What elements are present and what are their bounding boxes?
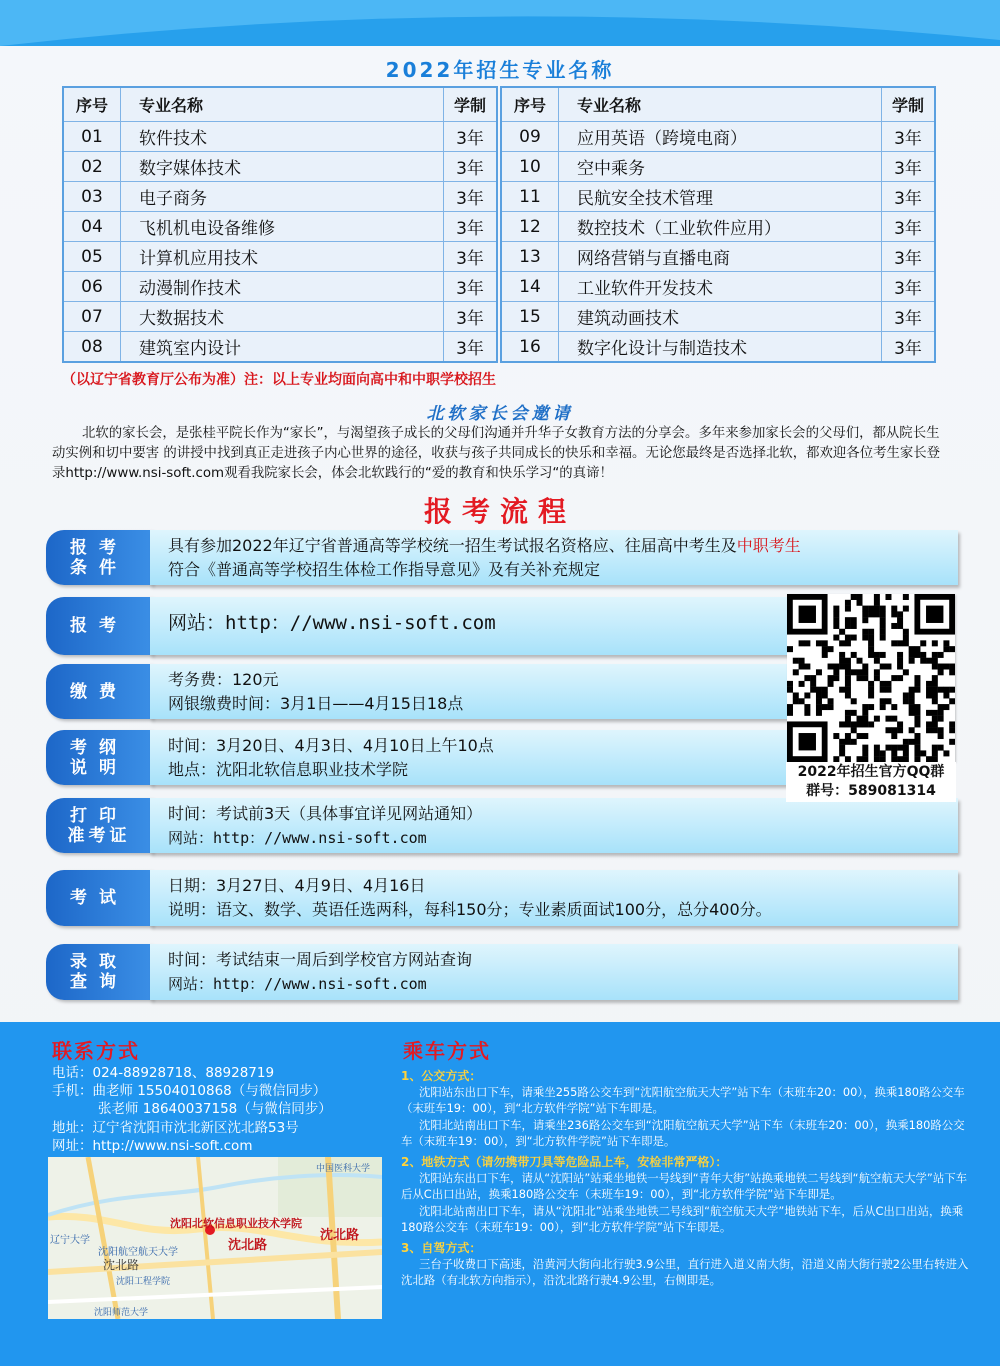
major-name: 计算机应用技术 xyxy=(121,242,444,272)
table-row xyxy=(64,242,496,272)
majors-note: （以辽宁省教育厅公布为准）注：以上专业均面向高中和中职学校招生 xyxy=(62,372,496,388)
map-place-label: 沈阳航空航天大学 xyxy=(98,1247,178,1258)
step-exam xyxy=(46,870,958,926)
table-row xyxy=(64,152,496,182)
transport-title: 乘车方式 xyxy=(403,1039,491,1063)
table-row xyxy=(502,152,934,182)
major-num: 05 xyxy=(64,242,121,272)
step-admission xyxy=(46,944,958,1000)
step-content xyxy=(150,730,788,785)
header-duration: 学制 xyxy=(882,88,934,122)
qr-pattern xyxy=(787,594,955,762)
map-place-label: 沈阳师范大学 xyxy=(94,1308,149,1318)
major-name: 数字化设计与制造技术 xyxy=(559,332,882,361)
transport-text: 沈阳站东出口下车，请从“沈阳站”站乘坐地铁一号线到“青年大街”站换乘地铁二号线到“航空航天大学”站下车后从C出口出站，换乘180路公交车（末班车19：00），到“北方软件学院”站下车即是。 xyxy=(401,1171,967,1202)
major-name: 数字媒体技术 xyxy=(121,152,444,182)
map-place-label: 辽宁大学 xyxy=(50,1235,90,1246)
header-name: 专业名称 xyxy=(121,88,444,122)
step-text: 说明：语文、数学、英语任选两科，每科150分；专业素质面试100分，总分400分。 xyxy=(168,900,772,919)
major-name: 飞机机电设备维修 xyxy=(121,212,444,242)
step-text-highlight: 中职考生 xyxy=(736,536,801,555)
contact-address: 地址：辽宁省沈阳市沈北新区沈北路53号 xyxy=(52,1119,299,1136)
transport-info xyxy=(401,1068,971,1289)
step-content xyxy=(150,664,788,719)
map-road-label: 沈北路 xyxy=(228,1238,268,1253)
map-school-label: 沈阳北软信息职业技术学院 xyxy=(170,1217,302,1230)
step-label xyxy=(46,664,152,719)
major-duration: 3年 xyxy=(456,339,484,359)
step-website-link[interactable]: 网站：http：//www.nsi-soft.com xyxy=(168,612,496,634)
header-num: 序号 xyxy=(502,88,559,122)
major-num: 06 xyxy=(64,272,121,302)
major-duration: 3年 xyxy=(444,272,496,302)
location-map[interactable] xyxy=(48,1157,382,1319)
contact-website[interactable]: 网址：http://www.nsi-soft.com xyxy=(52,1137,253,1154)
major-duration: 3年 xyxy=(882,272,934,302)
qr-caption xyxy=(786,762,956,802)
major-duration: 3年 xyxy=(882,212,934,242)
step-content xyxy=(150,944,958,1000)
major-duration: 3年 xyxy=(882,302,934,332)
step-text: 日期：3月27日、4月9日、4月16日 xyxy=(168,876,426,895)
major-num: 14 xyxy=(502,272,559,302)
transport-text: 沈阳北站南出口下车，请乘坐236路公交车到“沈阳航空航天大学”站下车（末班车20：00），换乘180路公交车（末班车19：00），到“北方软件学院”站下车即是。 xyxy=(401,1117,965,1148)
step-label-line: 报考 xyxy=(70,616,128,636)
step-content xyxy=(150,798,958,853)
major-name: 建筑室内设计 xyxy=(121,332,444,361)
table-row xyxy=(64,122,496,152)
step-label-line: 查询 xyxy=(70,972,128,992)
majors-table-right xyxy=(500,86,936,363)
step-label xyxy=(46,870,152,926)
major-duration: 3年 xyxy=(444,122,496,152)
top-band xyxy=(0,0,1000,46)
major-duration: 3年 xyxy=(444,212,496,242)
major-num: 15 xyxy=(502,302,559,332)
invite-body: 北软的家长会，是张桂平院长作为“家长”，与渴望孩子成长的父母们沟通并升华子女教育方法的分享会。多年来参加家长会的父母们，都从院长生动实例和切中要害 的讲授中找到真正走进孩子内心世界的途径，收获与孩子共同成长的快乐和幸福。无论您最终是否选择北软，都欢迎各位考生家长登录http://www.nsi-soft.com观看我院家长会，体会北软践行的“爱的教育和快乐学习“的真谛！ xyxy=(52,426,941,481)
table-row xyxy=(64,212,496,242)
major-num: 01 xyxy=(64,122,121,152)
major-num: 07 xyxy=(64,302,121,332)
step-label xyxy=(46,730,152,785)
step-website-link[interactable]: 网站：http：//www.nsi-soft.com xyxy=(168,975,427,993)
major-num: 09 xyxy=(502,122,559,152)
table-row xyxy=(502,302,934,332)
major-duration: 3年 xyxy=(882,182,934,212)
major-duration: 3年 xyxy=(444,302,496,332)
step-content xyxy=(150,870,958,926)
qq-group-qr-code[interactable] xyxy=(787,594,955,762)
table-row xyxy=(502,122,934,152)
major-duration: 3年 xyxy=(894,339,922,359)
transport-text: 沈阳站东出口下车，请乘坐255路公交车到“沈阳航空航天大学”站下车（末班车20：00），换乘180路公交车（末班车19：00），到“北方软件学院”站下车即是。 xyxy=(401,1085,965,1116)
major-name: 工业软件开发技术 xyxy=(559,272,882,302)
major-num: 11 xyxy=(502,182,559,212)
major-name: 建筑动画技术 xyxy=(559,302,882,332)
invite-title: 北软家长会邀请 xyxy=(426,404,574,424)
table-row xyxy=(502,242,934,272)
contact-info xyxy=(52,1064,332,1155)
transport-text: 沈阳北站南出口下车，请从“沈阳北”站乘坐地铁二号线到“航空航天大学”地铁站下车，后从C出口出站，换乘180路公交车（末班车19：00），到“北方软件学院”站下车即是。 xyxy=(401,1203,964,1234)
major-duration: 3年 xyxy=(882,242,934,272)
map-road-label: 沈北路 xyxy=(103,1258,140,1272)
major-num: 02 xyxy=(64,152,121,182)
step-label-line: 录取 xyxy=(70,952,128,972)
major-duration: 3年 xyxy=(444,152,496,182)
step-text: 具有参加2022年辽宁省普通高等学校统一招生考试报名资格应、往届高中考生及 xyxy=(168,536,737,555)
major-name: 软件技术 xyxy=(121,122,444,152)
step-text: 网银缴费时间：3月1日——4月15日18点 xyxy=(168,694,464,713)
header-duration: 学制 xyxy=(444,88,496,122)
step-label-line: 打印 xyxy=(70,805,128,826)
major-num: 08 xyxy=(64,332,121,361)
step-text: 地点：沈阳北软信息职业技术学院 xyxy=(168,760,409,779)
step-text: 时间：考试结束一周后到学校官方网站查询 xyxy=(168,950,473,969)
major-name: 动漫制作技术 xyxy=(121,272,444,302)
major-num: 12 xyxy=(502,212,559,242)
major-duration: 3年 xyxy=(882,152,934,182)
step-label xyxy=(46,798,152,853)
step-label-line: 考纲 xyxy=(70,737,128,758)
step-label-line: 报考 xyxy=(70,537,128,558)
transport-heading: 1、公交方式： xyxy=(401,1069,482,1083)
major-name: 网络营销与直播电商 xyxy=(559,242,882,272)
step-text: 符合《普通高等学校招生体检工作指导意见》及有关补充规定 xyxy=(168,560,601,579)
major-num: 10 xyxy=(502,152,559,182)
step-content xyxy=(150,530,958,585)
map-place-label: 中国医科大学 xyxy=(316,1164,371,1174)
table-row xyxy=(64,332,496,361)
step-label-line: 缴费 xyxy=(70,681,128,702)
step-label xyxy=(46,597,152,655)
step-text: 时间：考试前3天（具体事宜详见网站通知） xyxy=(168,804,483,823)
step-website-link[interactable]: 网站：http：//www.nsi-soft.com xyxy=(168,829,427,847)
qr-caption-line: 2022年招生官方QQ群 xyxy=(797,764,945,780)
table-row xyxy=(502,182,934,212)
contact-mobile: 张老师 18640037158（与微信同步） xyxy=(98,1101,332,1118)
step-text: 时间：3月20日、4月3日、4月10日上午10点 xyxy=(168,736,494,755)
major-name: 民航安全技术管理 xyxy=(559,182,882,212)
step-requirements xyxy=(46,530,958,585)
majors-title: 2022年招生专业名称 xyxy=(385,58,615,82)
transport-text: 三台子收费口下高速，沿黄河大街向北行驶3.9公里，直行进入道义南大街，沿道义南大街行驶2公里右转进入沈北路（有北软方向指示），沿沈北路行驶4.9公里，右侧即是。 xyxy=(401,1257,969,1288)
major-duration: 3年 xyxy=(444,182,496,212)
process-title: 报考流程 xyxy=(423,495,576,528)
major-num: 16 xyxy=(502,332,559,361)
majors-table-left xyxy=(62,86,498,363)
major-duration: 3年 xyxy=(882,122,934,152)
top-band-curve xyxy=(0,0,1000,46)
step-label-line: 说明 xyxy=(70,757,128,778)
step-content xyxy=(150,597,788,655)
table-row xyxy=(502,332,934,361)
step-label-line: 条件 xyxy=(70,557,128,578)
major-duration: 3年 xyxy=(444,242,496,272)
qr-group-number: 群号：589081314 xyxy=(806,783,936,799)
map-road-label: 沈北路 xyxy=(320,1228,360,1243)
transport-heading: 3、自驾方式： xyxy=(401,1241,482,1256)
step-label-line: 考试 xyxy=(70,888,128,908)
step-text: 考务费：120元 xyxy=(168,670,279,689)
major-name: 应用英语（跨境电商） xyxy=(559,122,882,152)
header-name: 专业名称 xyxy=(559,88,882,122)
step-label xyxy=(46,530,152,585)
transport-heading: 2、地铁方式（请勿携带刀具等危险品上车，安检非常严格）： xyxy=(401,1155,728,1170)
contact-mobile: 手机：曲老师 15504010868（与微信同步） xyxy=(52,1083,327,1100)
major-num: 13 xyxy=(502,242,559,272)
map-place-label: 沈阳工程学院 xyxy=(116,1277,171,1287)
major-name: 数控技术（工业软件应用） xyxy=(559,212,882,242)
map-graphic xyxy=(48,1157,382,1319)
table-row xyxy=(64,272,496,302)
major-name: 电子商务 xyxy=(121,182,444,212)
contact-title: 联系方式 xyxy=(52,1039,140,1063)
contact-phone: 电话：024-88928718、88928719 xyxy=(52,1065,275,1081)
step-label xyxy=(46,944,152,1000)
table-row xyxy=(502,212,934,242)
major-name: 空中乘务 xyxy=(559,152,882,182)
major-num: 04 xyxy=(64,212,121,242)
table-row xyxy=(64,302,496,332)
major-num: 03 xyxy=(64,182,121,212)
table-row xyxy=(64,182,496,212)
step-label-line: 准考证 xyxy=(67,825,131,846)
table-row xyxy=(502,272,934,302)
header-num: 序号 xyxy=(64,88,121,122)
major-name: 大数据技术 xyxy=(121,302,444,332)
step-print-ticket xyxy=(46,798,958,853)
